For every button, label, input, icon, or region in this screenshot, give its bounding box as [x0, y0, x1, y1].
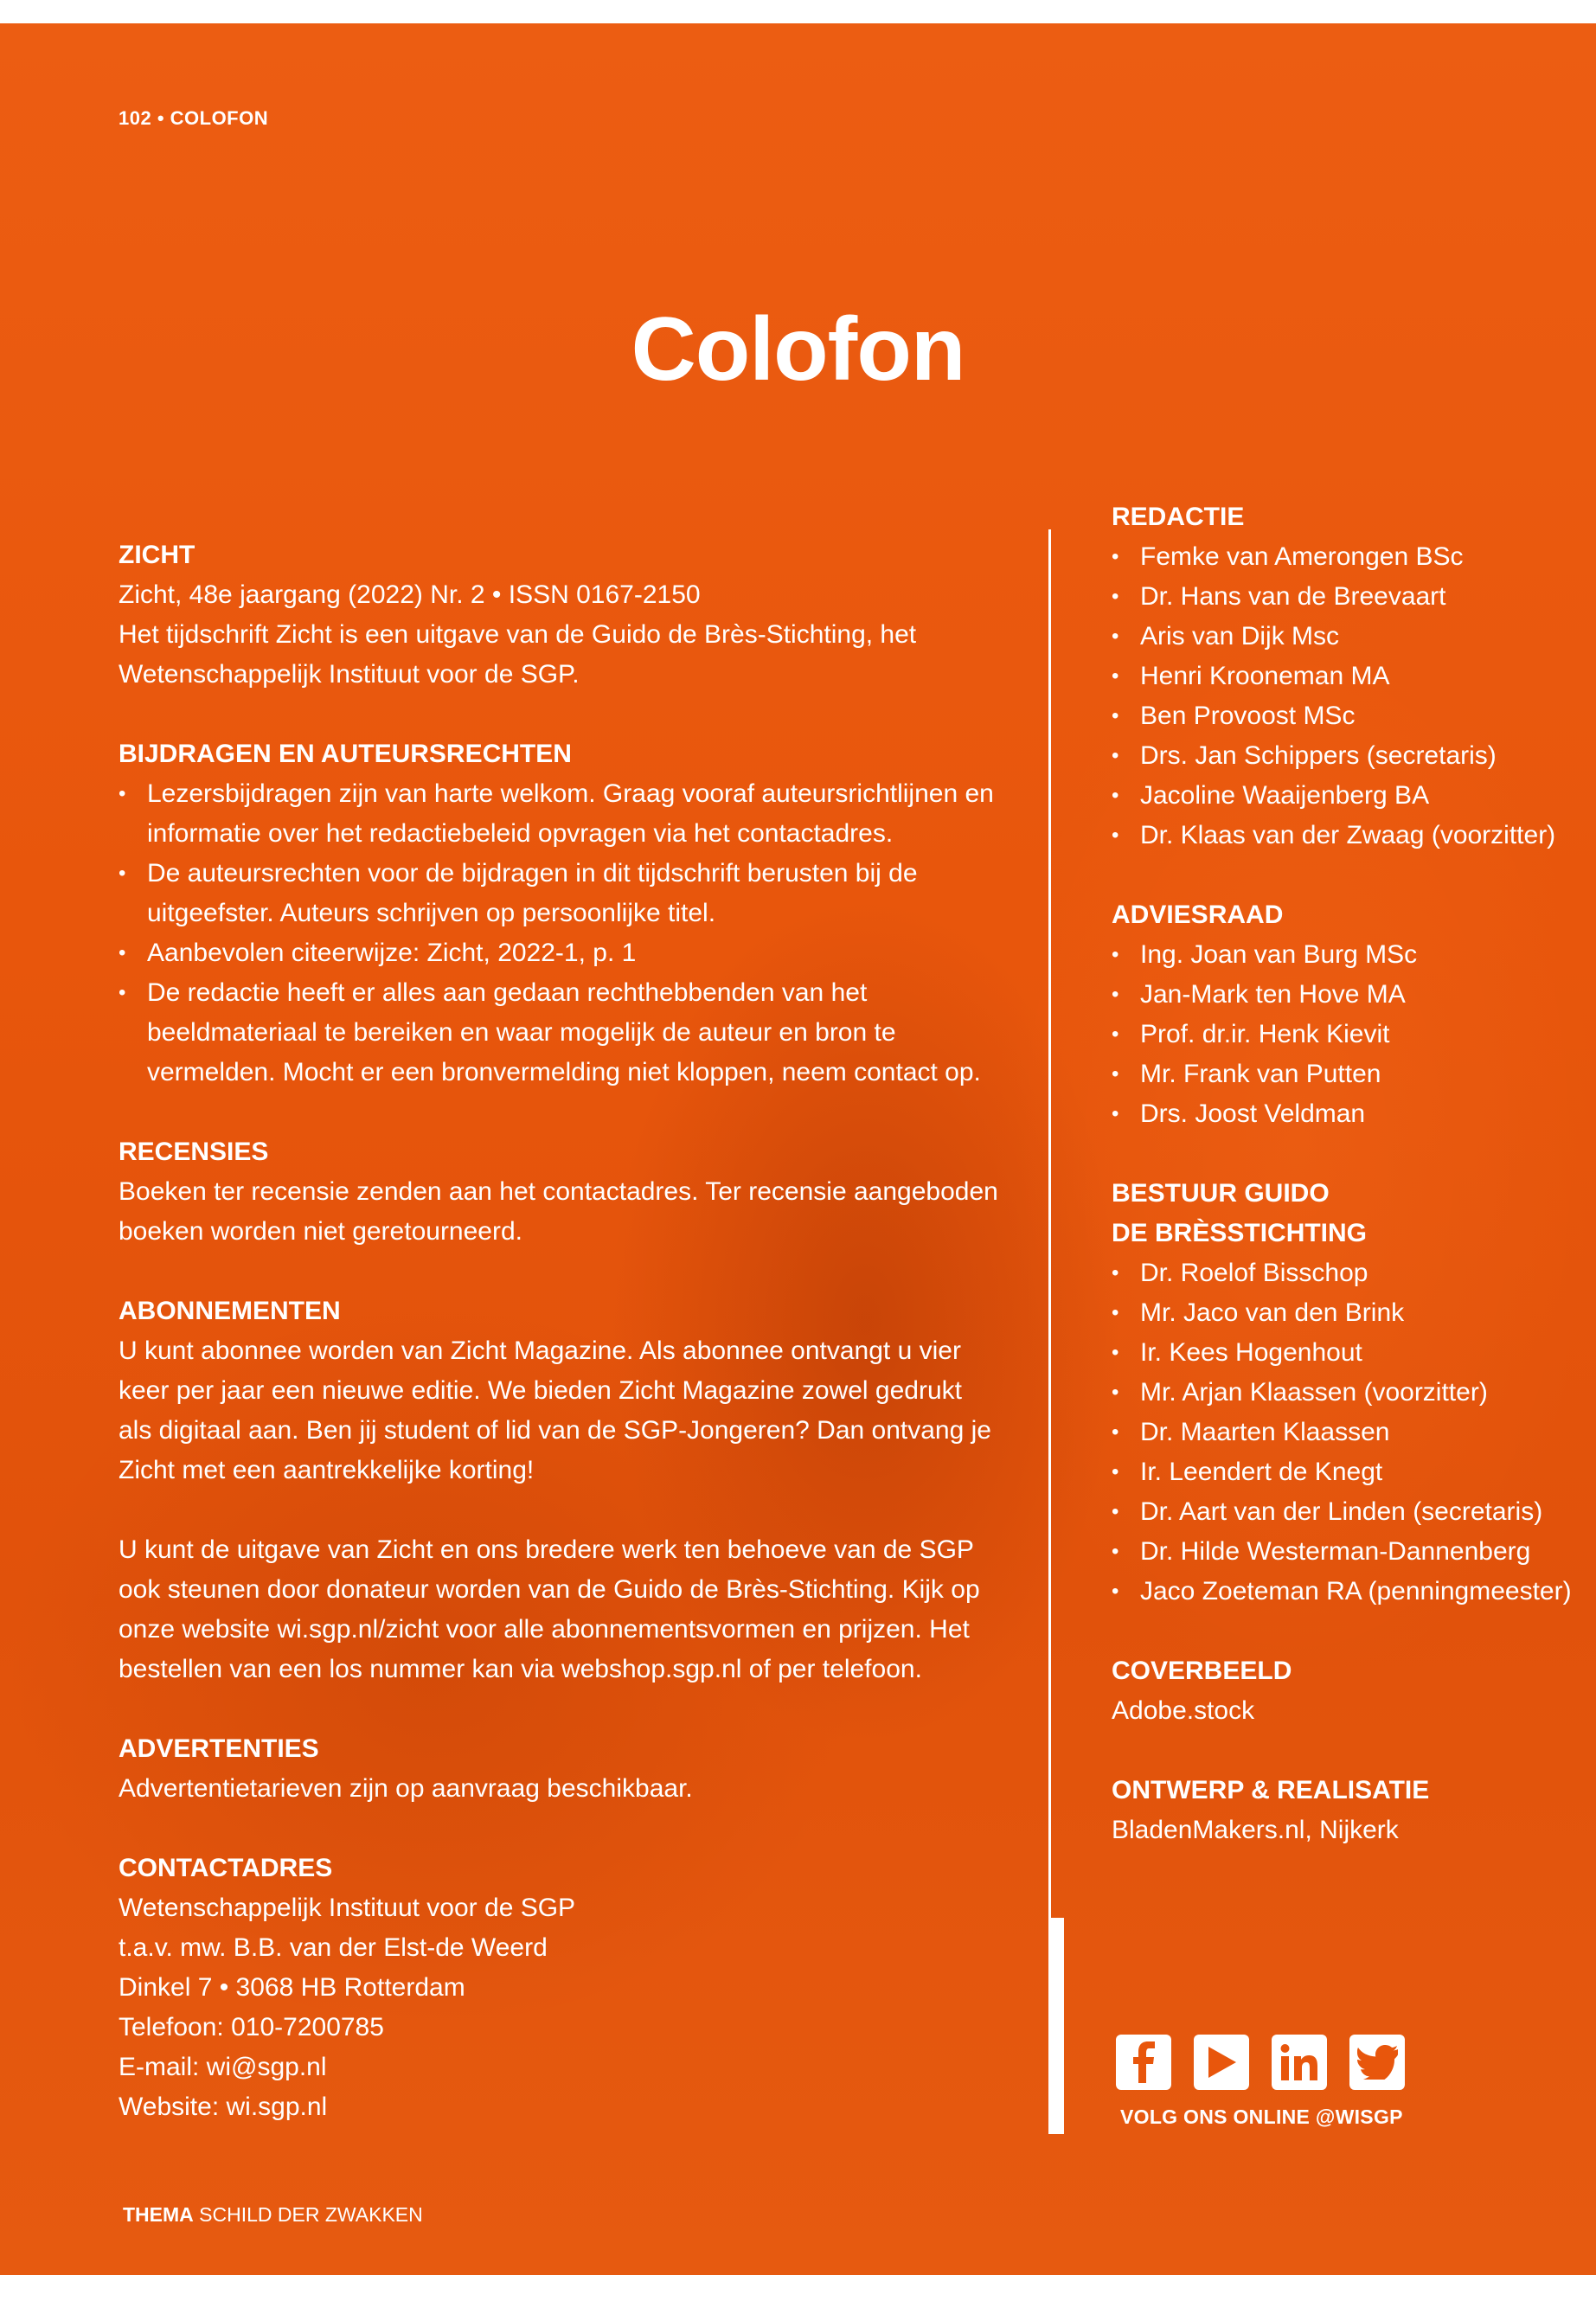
page-footer — [123, 2203, 423, 2227]
adviesraad-list — [1112, 935, 1579, 1134]
address-line: Wetenschappelijk Instituut voor de SGP — [119, 1894, 576, 1922]
section-heading: BESTUUR GUIDO — [1112, 1179, 1330, 1208]
list-item: • Dr. Roelof Bisschop — [1112, 1253, 1579, 1293]
section-bijdragen — [119, 734, 1010, 1093]
section-heading: ADVERTENTIES — [119, 1734, 319, 1763]
list-item: • Jacoline Waaijenberg BA — [1112, 776, 1579, 816]
website-line: Website: wi.sgp.nl — [119, 2093, 328, 2121]
page-title: Colofon — [631, 299, 965, 400]
list-item: • Prof. dr.ir. Henk Kievit — [1112, 1015, 1579, 1054]
section-coverbeeld — [1112, 1651, 1579, 1731]
text-line: BladenMakers.nl, Nijkerk — [1112, 1816, 1399, 1844]
text-line: Het tijdschrift Zicht is een uitgave van de Guido de Brès-Stichting, het — [119, 620, 917, 649]
section-abonnementen — [119, 1292, 1010, 1689]
text-line: Wetenschappelijk Instituut voor de SGP. — [119, 660, 580, 689]
text-line: keer per jaar een nieuwe editie. We bieden Zicht Magazine zowel gedrukt — [119, 1376, 962, 1405]
address-line: t.a.v. mw. B.B. van der Elst-de Weerd — [119, 1933, 548, 1962]
redactie-list — [1112, 537, 1579, 856]
list-item: • Aris van Dijk Msc — [1112, 617, 1579, 657]
section-heading: ADVIESRAAD — [1112, 901, 1284, 929]
section-heading: REDACTIE — [1112, 503, 1245, 531]
section-adviesraad — [1112, 895, 1579, 1134]
list-item: • Jan-Mark ten Hove MA — [1112, 975, 1579, 1015]
text-line: Adobe.stock — [1112, 1696, 1255, 1725]
bestuur-list — [1112, 1253, 1579, 1612]
list-item: • Drs. Jan Schippers (secretaris) — [1112, 736, 1579, 776]
text-line: bestellen van een los nummer kan via webshop.sgp.nl of per telefoon. — [119, 1655, 922, 1683]
twitter-icon[interactable] — [1349, 2035, 1405, 2090]
text-line: Advertentietarieven zijn op aanvraag beschikbaar. — [119, 1774, 693, 1803]
list-item: • Ben Provoost MSc — [1112, 696, 1579, 736]
right-column — [1112, 497, 1579, 1850]
section-zicht — [119, 535, 1010, 695]
list-item: • Dr. Maarten Klaassen — [1112, 1413, 1579, 1452]
colofon-page — [0, 23, 1596, 2275]
text-line: als digitaal aan. Ben jij student of lid van de SGP-Jongeren? Dan ontvang je — [119, 1416, 991, 1445]
text-line: Zicht, 48e jaargang (2022) Nr. 2 • ISSN 0167-2150 — [119, 580, 701, 609]
section-heading: BIJDRAGEN EN AUTEURSRECHTEN — [119, 740, 572, 768]
text-line: U kunt abonnee worden van Zicht Magazine. Als abonnee ontvangt u vier — [119, 1336, 961, 1365]
section-heading: DE BRÈSSTICHTING — [1112, 1219, 1368, 1247]
list-item: • Jaco Zoeteman RA (penningmeester) — [1112, 1572, 1579, 1612]
email-line: E-mail: wi@sgp.nl — [119, 2053, 327, 2081]
list-item: • Ir. Leendert de Knegt — [1112, 1452, 1579, 1492]
list-item: • De redactie heeft er alles aan gedaan rechthebbenden van het beeldmateriaal te bereiken en waar mogelijk de auteur en bron te vermelden. Mocht er een bronvermelding niet kloppen, neem contact op. — [119, 973, 1010, 1093]
section-heading: ZICHT — [119, 541, 195, 569]
section-contactadres — [119, 1849, 1010, 2127]
column-divider-accent — [1048, 1918, 1064, 2134]
linkedin-icon[interactable] — [1272, 2035, 1327, 2090]
text-line: ook steunen door donateur worden van de Guido de Brès-Stichting. Kijk op — [119, 1575, 980, 1604]
list-item: • Femke van Amerongen BSc — [1112, 537, 1579, 577]
footer-thema-label: THEMA — [123, 2203, 194, 2226]
list-item: • Lezersbijdragen zijn van harte welkom. Graag vooraf auteursrichtlijnen en informatie over het redactiebeleid opvragen via het contactadres. — [119, 774, 1010, 854]
phone-line: Telefoon: 010-7200785 — [119, 2013, 384, 2041]
youtube-icon[interactable] — [1194, 2035, 1249, 2090]
section-recensies — [119, 1132, 1010, 1252]
section-heading: ABONNEMENTEN — [119, 1297, 341, 1325]
text-line: U kunt de uitgave van Zicht en ons bredere werk ten behoeve van de SGP — [119, 1535, 974, 1564]
list-item: • Dr. Klaas van der Zwaag (voorzitter) — [1112, 816, 1579, 856]
social-links — [1116, 2035, 1405, 2090]
section-heading: ONTWERP & REALISATIE — [1112, 1776, 1430, 1804]
list-item: • Mr. Frank van Putten — [1112, 1054, 1579, 1094]
section-advertenties — [119, 1729, 1010, 1809]
text-line: onze website wi.sgp.nl/zicht voor alle abonnementsvormen en prijzen. Het — [119, 1615, 970, 1644]
text-line: boeken worden niet geretourneerd. — [119, 1217, 522, 1246]
section-bestuur — [1112, 1174, 1579, 1612]
list-item: • Ing. Joan van Burg MSc — [1112, 935, 1579, 975]
section-heading: CONTACTADRES — [119, 1854, 333, 1882]
list-item: • Dr. Aart van der Linden (secretaris) — [1112, 1492, 1579, 1532]
address-line: Dinkel 7 • 3068 HB Rotterdam — [119, 1973, 465, 2002]
list-item: • Aanbevolen citeerwijze: Zicht, 2022-1, p. 1 — [119, 933, 1010, 973]
list-item: • De auteursrechten voor de bijdragen in dit tijdschrift berusten bij de uitgeefster. Auteurs schrijven op persoonlijke titel. — [119, 854, 1010, 933]
left-column — [119, 535, 1010, 2127]
text-line: Zicht met een aantrekkelijke korting! — [119, 1456, 535, 1484]
facebook-icon[interactable] — [1116, 2035, 1171, 2090]
list-item: • Dr. Hans van de Breevaart — [1112, 577, 1579, 617]
section-ontwerp — [1112, 1771, 1579, 1850]
list-item: • Henri Krooneman MA — [1112, 657, 1579, 696]
section-redactie — [1112, 497, 1579, 856]
column-divider — [1048, 529, 1051, 1918]
follow-label: VOLG ONS ONLINE @WISGP — [1120, 2106, 1403, 2128]
list-item: • Dr. Hilde Westerman-Dannenberg — [1112, 1532, 1579, 1572]
section-heading: COVERBEELD — [1112, 1657, 1292, 1685]
text-line: Boeken ter recensie zenden aan het contactadres. Ter recensie aangeboden — [119, 1177, 998, 1206]
list-item: • Drs. Joost Veldman — [1112, 1094, 1579, 1134]
running-head: 102 • COLOFON — [119, 107, 269, 129]
footer-thema-title: SCHILD DER ZWAKKEN — [199, 2203, 423, 2226]
list-item: • Mr. Jaco van den Brink — [1112, 1293, 1579, 1333]
list-item: • Mr. Arjan Klaassen (voorzitter) — [1112, 1373, 1579, 1413]
list-item: • Ir. Kees Hogenhout — [1112, 1333, 1579, 1373]
bijdragen-list — [119, 774, 1010, 1093]
section-heading: RECENSIES — [119, 1138, 269, 1166]
